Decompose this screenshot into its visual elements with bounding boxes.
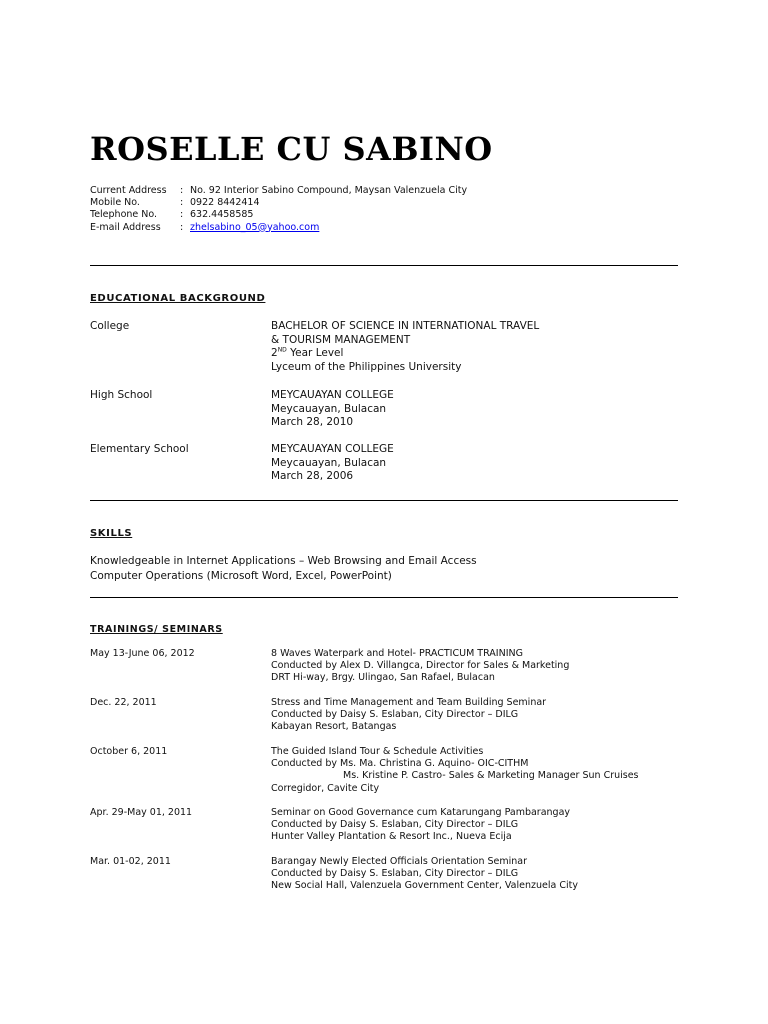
contact-colon: : — [180, 197, 184, 209]
training-details — [271, 648, 569, 685]
contact-colon: : — [180, 221, 184, 233]
school-location: Meycauayan, Bulacan — [271, 402, 387, 415]
contact-value: No. 92 Interior Sabino Compound, Maysan Valenzuela City — [190, 185, 468, 196]
training-title: The Guided Island Tour & Schedule Activities — [271, 746, 484, 757]
training-details — [271, 697, 546, 734]
skill-item: Computer Operations (Microsoft Word, Excel, PowerPoint) — [90, 569, 392, 582]
training-venue: Hunter Valley Plantation & Resort Inc., Nueva Ecija — [271, 831, 512, 843]
school-name: MEYCAUAYAN COLLEGE — [271, 443, 394, 455]
school-name: Lyceum of the Philippines University — [271, 360, 462, 373]
contact-label: Current Address — [90, 185, 167, 196]
skills-list — [90, 554, 477, 583]
training-venue: DRT Hi-way, Brgy. Ulingao, San Rafael, Bulacan — [271, 672, 495, 684]
training-date: Dec. 22, 2011 — [90, 697, 157, 708]
training-date: Mar. 01-02, 2011 — [90, 856, 171, 867]
education-details — [271, 320, 539, 374]
training-venue: Corregidor, Cavite City — [271, 782, 380, 794]
contact-colon: : — [180, 209, 184, 221]
degree-line: & TOURISM MANAGEMENT — [271, 333, 411, 346]
graduation-date: March 28, 2010 — [271, 416, 354, 428]
section-divider — [90, 500, 678, 501]
contact-row-telephone — [90, 209, 467, 221]
year-level: 2ND Year Level — [271, 346, 344, 359]
contact-info — [90, 185, 467, 234]
contact-row-mobile — [90, 197, 467, 209]
contact-value: 632.4458585 — [190, 209, 254, 221]
school-name: MEYCAUAYAN COLLEGE — [271, 389, 394, 401]
training-details — [271, 856, 578, 893]
education-level-label: High School — [90, 389, 153, 401]
training-venue: Kabayan Resort, Batangas — [271, 721, 397, 733]
education-details — [271, 443, 394, 484]
section-divider — [90, 265, 678, 266]
training-date: May 13-June 06, 2012 — [90, 648, 195, 659]
contact-colon: : — [180, 185, 184, 196]
section-divider — [90, 597, 678, 598]
applicant-name: ROSELLE CU SABINO — [90, 130, 493, 168]
training-title: Seminar on Good Governance cum Katarungang Pambarangay — [271, 807, 571, 818]
graduation-date: March 28, 2006 — [271, 470, 354, 482]
education-level-label: College — [90, 320, 130, 332]
training-venue: New Social Hall, Valenzuela Government Center, Valenzuela City — [271, 880, 578, 892]
school-location: Meycauayan, Bulacan — [271, 456, 387, 469]
contact-label: E-mail Address — [90, 221, 161, 233]
trainings-heading: TRAININGS/ SEMINARS — [90, 624, 223, 635]
contact-row-address — [90, 185, 467, 197]
contact-label: Mobile No. — [90, 197, 140, 209]
training-conductor: Conducted by Daisy S. Eslaban, City Director – DILG — [271, 868, 519, 880]
education-details — [271, 389, 394, 430]
training-date: October 6, 2011 — [90, 746, 168, 757]
training-title: Barangay Newly Elected Officials Orientation Seminar — [271, 856, 528, 867]
contact-value: 0922 8442414 — [190, 197, 260, 209]
training-conductor: Conducted by Ms. Ma. Christina G. Aquino- OIC-CITHM — [271, 758, 529, 770]
training-title: Stress and Time Management and Team Building Seminar — [271, 697, 547, 708]
contact-label: Telephone No. — [90, 209, 158, 221]
training-date: Apr. 29-May 01, 2011 — [90, 807, 193, 818]
education-heading: EDUCATIONAL BACKGROUND — [90, 293, 266, 304]
training-conductor: Conducted by Daisy S. Eslaban, City Director – DILG — [271, 709, 519, 721]
training-conductor: Ms. Kristine P. Castro- Sales & Marketing Manager Sun Cruises — [343, 770, 639, 782]
training-conductor: Conducted by Alex D. Villangca, Director for Sales & Marketing — [271, 660, 570, 672]
skills-heading: SKILLS — [90, 528, 133, 539]
training-title: 8 Waves Waterpark and Hotel- PRACTICUM TRAINING — [271, 648, 523, 659]
skill-item: Knowledgeable in Internet Applications – Web Browsing and Email Access — [90, 555, 477, 567]
training-details — [271, 746, 639, 795]
contact-row-email — [90, 222, 467, 234]
education-level-label: Elementary School — [90, 443, 189, 455]
training-details — [271, 807, 570, 844]
training-conductor: Conducted by Daisy S. Eslaban, City Director – DILG — [271, 819, 519, 831]
degree-line: BACHELOR OF SCIENCE IN INTERNATIONAL TRAVEL — [271, 320, 540, 332]
email-link[interactable]: zhelsabino_05@yahoo.com — [190, 221, 320, 233]
